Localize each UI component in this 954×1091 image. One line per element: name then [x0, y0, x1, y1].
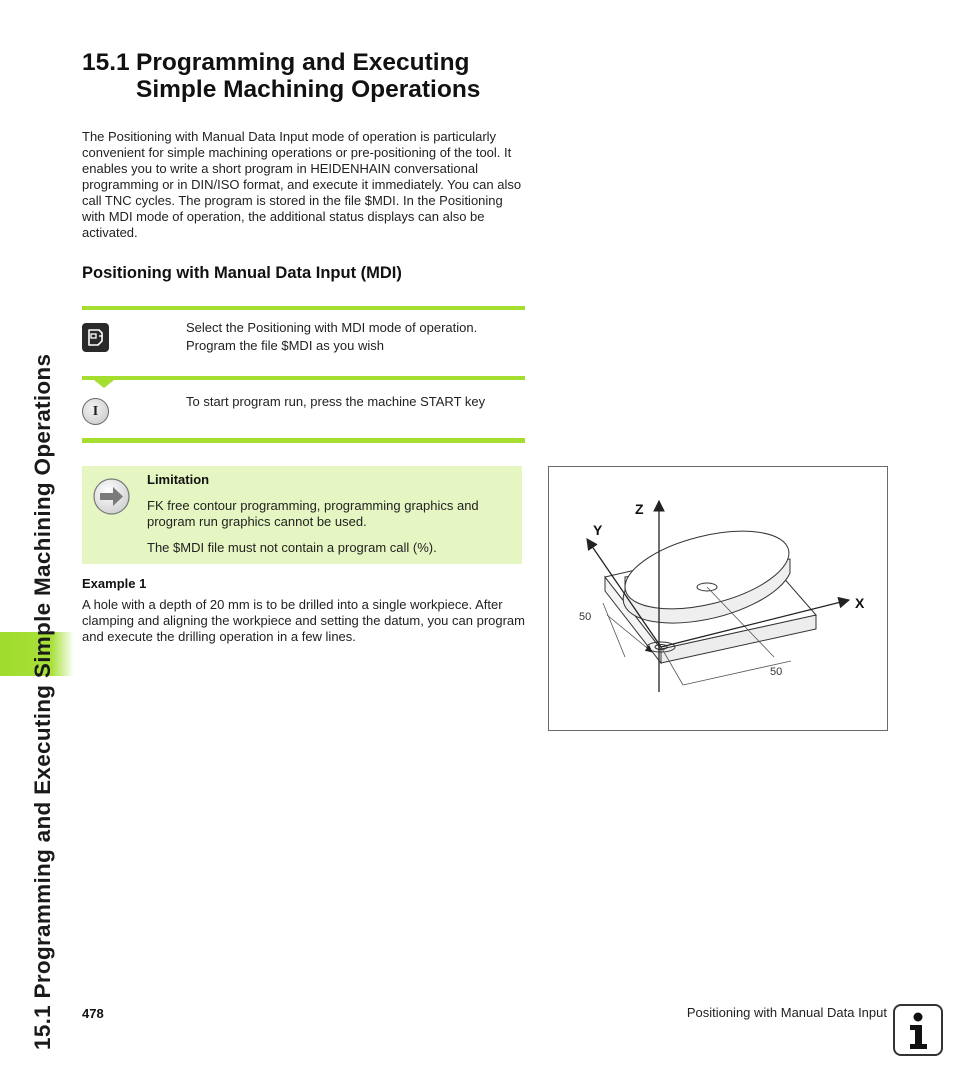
info-icon	[893, 1004, 943, 1056]
dimension-x-label: 50	[770, 666, 783, 678]
step-divider-middle	[82, 376, 525, 380]
step-divider-top	[82, 306, 525, 310]
step-1-text	[186, 319, 526, 355]
step-2-text: To start program run, press the machine START key	[186, 394, 486, 409]
section-number: 15.1	[82, 49, 130, 76]
title-line-1: Programming and Executing	[136, 49, 470, 76]
step-divider-bottom	[82, 438, 525, 443]
mdi-mode-key-icon	[82, 323, 109, 352]
axis-x-label: X	[855, 595, 865, 611]
limitation-text-2: The $MDI file must not contain a program call (%).	[147, 540, 437, 555]
machine-start-key-icon: I	[82, 398, 109, 425]
arrow-right-icon	[93, 478, 130, 515]
axis-z-label: Z	[635, 501, 644, 517]
sidebar-title: 15.1 Programming and Executing Simple Machining Operations	[30, 353, 55, 1050]
page-number: 478	[82, 1006, 104, 1021]
step-divider-notch	[94, 380, 114, 388]
axis-y-label: Y	[593, 522, 603, 538]
running-title: Positioning with Manual Data Input	[686, 1005, 887, 1020]
limitation-text-1: FK free contour programming, programming graphics and program run graphics cannot be used.	[147, 498, 479, 529]
step-1-line-1: Select the Positioning with MDI mode of operation.	[186, 320, 478, 335]
example-text: A hole with a depth of 20 mm is to be drilled into a single workpiece. After clamping and aligning the workpiece and setting the datum, you can program and execute the drilling operation in a few lines.	[82, 597, 525, 644]
limitation-note	[82, 466, 522, 564]
title-line-2: Simple Machining Operations	[136, 76, 481, 103]
step-1-line-2: Program the file $MDI as you wish	[186, 338, 384, 353]
limitation-title: Limitation	[147, 472, 210, 487]
dimension-y-label: 50	[579, 611, 592, 623]
workpiece-figure	[548, 466, 888, 731]
intro-paragraph: The Positioning with Manual Data Input mode of operation is particularly convenient for simple machining operations or pre-positioning of the tool. It enables you to write a short program in HEIDENHAIN conversational programming or in DIN/ISO format, and execute it immediately. You can also call TNC cycles. The program is stored in the file $MDI. In the Positioning with MDI mode of operation, the additional status displays can also be activated.	[82, 129, 522, 240]
page-title	[82, 49, 480, 103]
section-heading: Positioning with Manual Data Input (MDI)	[82, 264, 402, 282]
example-title: Example 1	[82, 576, 147, 591]
